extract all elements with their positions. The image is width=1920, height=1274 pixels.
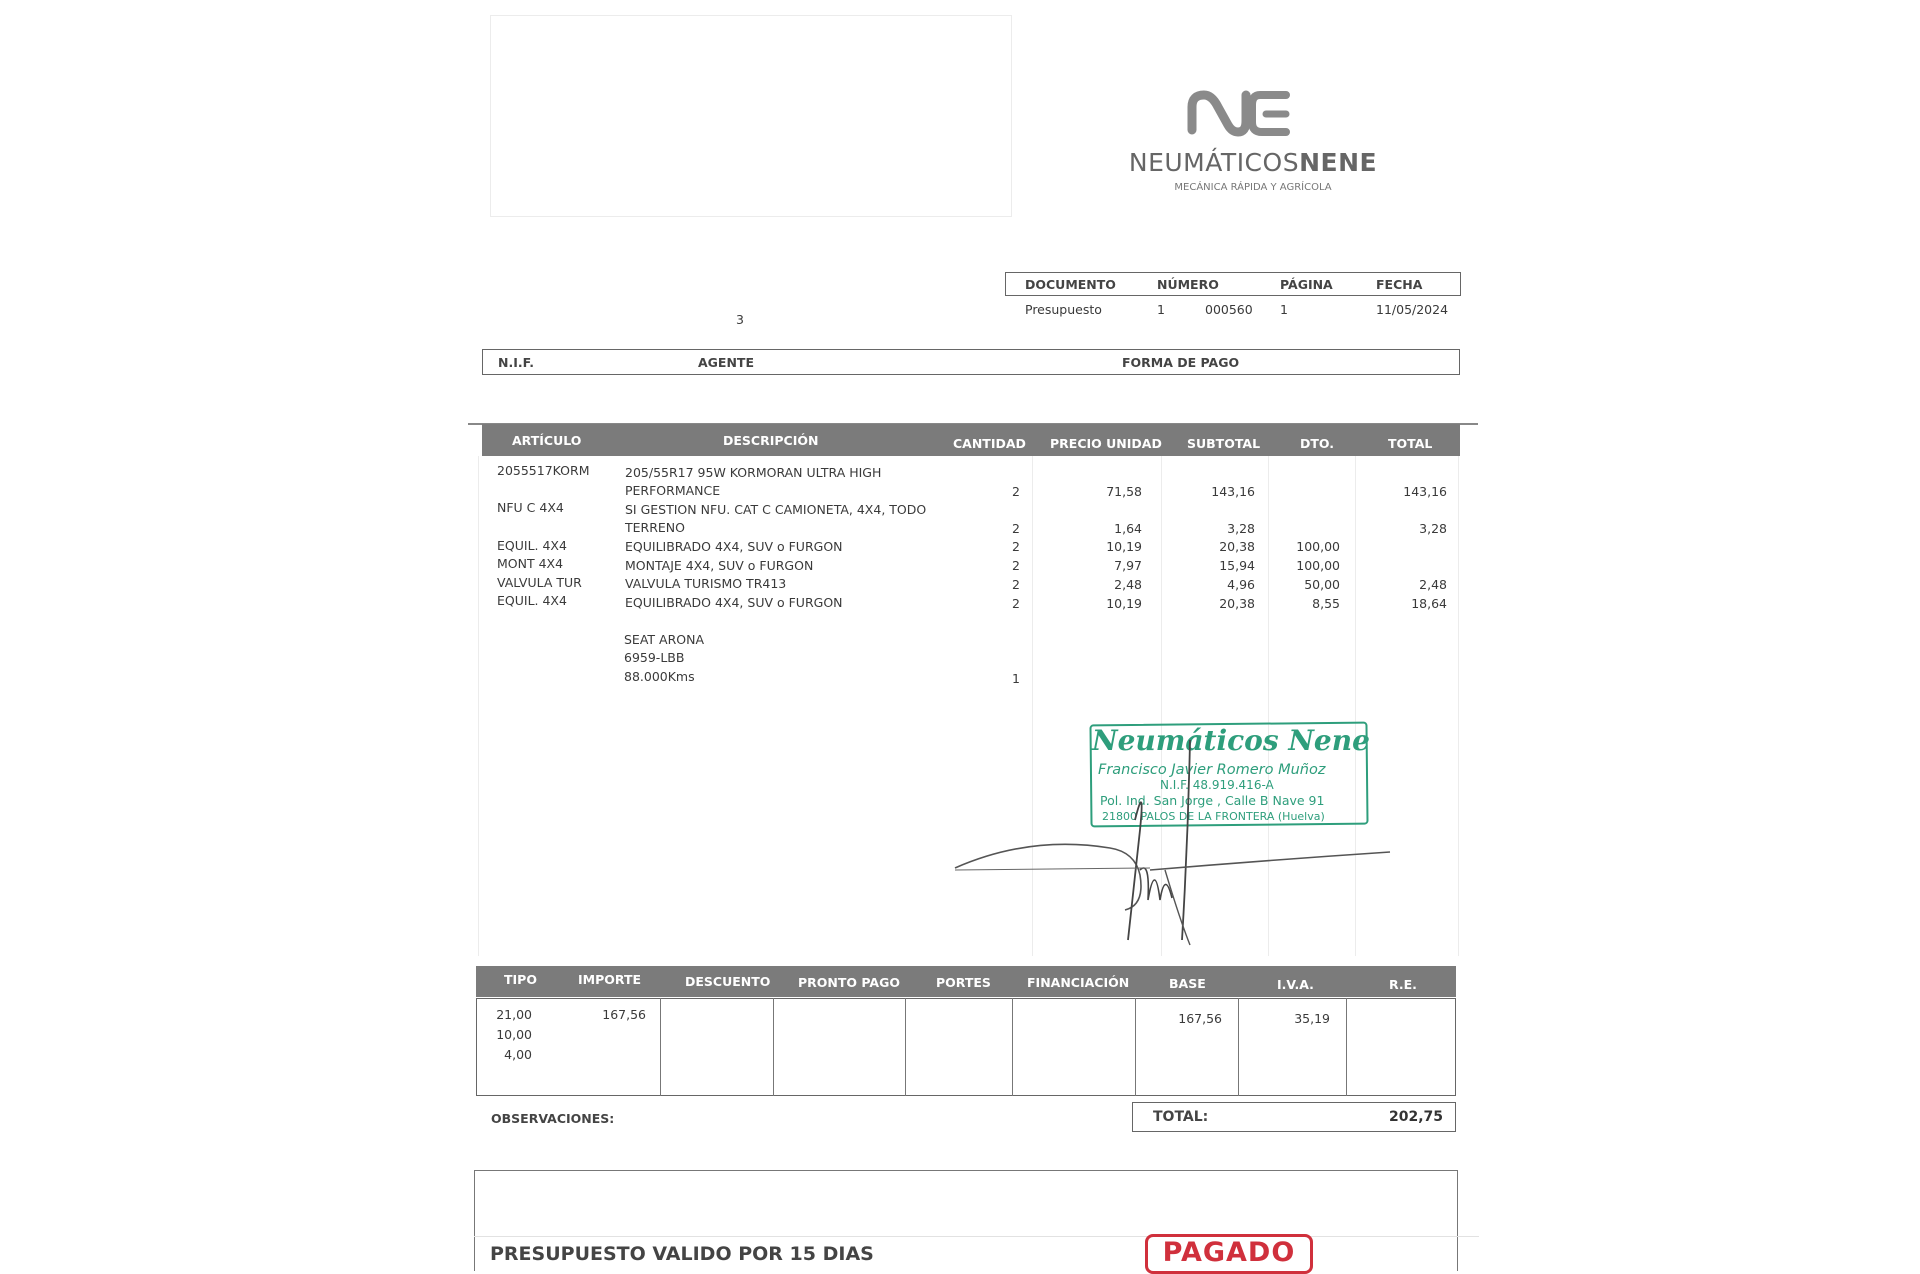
header-re: R.E. [1389, 977, 1417, 992]
row-precio: 10,19 [1106, 596, 1142, 611]
header-base: BASE [1169, 976, 1206, 991]
row-subtotal: 20,38 [1219, 539, 1255, 554]
col-divider [905, 998, 906, 1096]
row-cantidad: 2 [1012, 521, 1020, 536]
stamp-owner: Francisco Javier Romero Muñoz [1098, 762, 1326, 778]
col-divider [478, 456, 479, 956]
header-financiacion: FINANCIACIÓN [1027, 975, 1130, 990]
pagina-value: 1 [1280, 302, 1288, 317]
row-subtotal: 4,96 [1227, 577, 1255, 592]
documento-value: Presupuesto [1025, 302, 1102, 317]
fecha-value: 11/05/2024 [1376, 302, 1449, 317]
row-descripcion: VALVULA TURISMO TR413 [625, 576, 787, 591]
header-articulo: ARTÍCULO [512, 433, 582, 448]
row-precio: 10,19 [1106, 539, 1142, 554]
col-divider [1458, 456, 1459, 956]
stamp-address: Pol. Ind. San Jorge , Calle B Nave 91 [1100, 793, 1325, 808]
agente-label: AGENTE [698, 355, 754, 370]
numero-value: 000560 [1205, 302, 1253, 317]
col-divider [660, 998, 661, 1096]
tipo-value: 21,00 [496, 1007, 532, 1022]
col-divider [1135, 998, 1136, 1096]
row-total: 3,28 [1419, 521, 1447, 536]
row-total: 2,48 [1419, 577, 1447, 592]
row-descripcion-cont: TERRENO [625, 520, 685, 535]
row-precio: 71,58 [1106, 484, 1142, 499]
header-descripcion: DESCRIPCIÓN [723, 433, 819, 448]
row-cantidad: 2 [1012, 539, 1020, 554]
serie-value: 1 [1157, 302, 1165, 317]
header-cantidad: CANTIDAD [953, 436, 1026, 451]
row-subtotal: 20,38 [1219, 596, 1255, 611]
company-tagline: MECÁNICA RÁPIDA Y AGRÍCOLA [1174, 182, 1332, 193]
company-name-bold: NENE [1299, 148, 1378, 177]
row-articulo: MONT 4X4 [497, 556, 564, 571]
header-total: TOTAL [1388, 436, 1433, 451]
nif-label: N.I.F. [498, 355, 535, 370]
fecha-label: FECHA [1376, 277, 1423, 292]
row-articulo: VALVULA TUR [497, 575, 582, 590]
row-precio: 1,64 [1114, 521, 1142, 536]
row-articulo: EQUIL. 4X4 [497, 538, 567, 553]
validity-text: PRESUPUESTO VALIDO POR 15 DIAS [490, 1243, 874, 1265]
vehicle-model: SEAT ARONA [624, 632, 704, 647]
company-logo [1180, 85, 1320, 145]
header-precio: PRECIO UNIDAD [1050, 436, 1162, 451]
col-divider [1238, 998, 1239, 1096]
row-dto: 8,55 [1312, 596, 1340, 611]
col-divider [773, 998, 774, 1096]
header-subtotal: SUBTOTAL [1187, 436, 1261, 451]
vehicle-km: 88.000Kms [624, 669, 695, 684]
header-importe: IMPORTE [578, 972, 642, 987]
paid-stamp-text: PAGADO [1162, 1237, 1296, 1268]
row-subtotal: 3,28 [1227, 521, 1255, 536]
observaciones-label: OBSERVACIONES: [491, 1111, 615, 1126]
row-descripcion: EQUILIBRADO 4X4, SUV o FURGON [625, 539, 843, 554]
pagina-label: PÁGINA [1280, 277, 1333, 292]
stamp-title: Neumáticos Nene [1092, 724, 1370, 757]
col-divider [1012, 998, 1013, 1096]
row-dto: 50,00 [1304, 577, 1340, 592]
row-articulo: EQUIL. 4X4 [497, 593, 567, 608]
row-cantidad: 2 [1012, 596, 1020, 611]
row-precio: 2,48 [1114, 577, 1142, 592]
stamp-city: 21800 PALOS DE LA FRONTERA (Huelva) [1102, 810, 1325, 823]
importe-value: 167,56 [602, 1007, 646, 1022]
tipo-value: 10,00 [496, 1027, 532, 1042]
header-dto: DTO. [1300, 436, 1335, 451]
stamp-nif: N.I.F. 48.919.416-A [1160, 778, 1274, 792]
header-descuento: DESCUENTO [685, 974, 771, 989]
tipo-value: 4,00 [504, 1047, 532, 1062]
row-cantidad: 2 [1012, 577, 1020, 592]
vehicle-cantidad: 1 [1012, 671, 1020, 686]
stray-mark: 3 [736, 312, 744, 327]
row-cantidad: 2 [1012, 484, 1020, 499]
total-label: TOTAL: [1153, 1109, 1209, 1125]
header-pronto-pago: PRONTO PAGO [798, 975, 900, 990]
row-descripcion: SI GESTION NFU. CAT C CAMIONETA, 4X4, TODO [625, 502, 927, 517]
row-articulo: 2055517KORM [497, 463, 590, 478]
handwritten-signature [950, 720, 1400, 950]
redacted-address-area [490, 15, 1012, 217]
row-descripcion: 205/55R17 95W KORMORAN ULTRA HIGH [625, 465, 882, 480]
col-divider [1346, 998, 1347, 1096]
documento-label: DOCUMENTO [1025, 277, 1116, 292]
row-subtotal: 143,16 [1211, 484, 1255, 499]
row-cantidad: 2 [1012, 558, 1020, 573]
numero-label: NÚMERO [1157, 277, 1219, 292]
nene-logo-icon [1180, 85, 1320, 145]
iva-value: 35,19 [1294, 1011, 1330, 1026]
header-iva: I.V.A. [1277, 977, 1314, 992]
vehicle-plate: 6959-LBB [624, 650, 685, 665]
client-info-bar [482, 349, 1460, 375]
row-descripcion: MONTAJE 4X4, SUV o FURGON [625, 558, 814, 573]
total-value: 202,75 [1388, 1109, 1443, 1125]
row-descripcion-cont: PERFORMANCE [625, 483, 721, 498]
row-total: 143,16 [1403, 484, 1447, 499]
row-precio: 7,97 [1114, 558, 1142, 573]
row-dto: 100,00 [1296, 558, 1340, 573]
footer-rule [474, 1236, 1479, 1237]
company-name [1112, 148, 1394, 177]
row-total: 18,64 [1411, 596, 1447, 611]
forma-pago-label: FORMA DE PAGO [1122, 355, 1240, 370]
header-portes: PORTES [936, 975, 991, 990]
row-descripcion: EQUILIBRADO 4X4, SUV o FURGON [625, 595, 843, 610]
company-name-light: NEUMÁTICOS [1128, 148, 1300, 177]
base-value: 167,56 [1178, 1011, 1222, 1026]
row-dto: 100,00 [1296, 539, 1340, 554]
row-subtotal: 15,94 [1219, 558, 1255, 573]
header-tipo: TIPO [504, 972, 537, 987]
row-articulo: NFU C 4X4 [497, 500, 564, 515]
